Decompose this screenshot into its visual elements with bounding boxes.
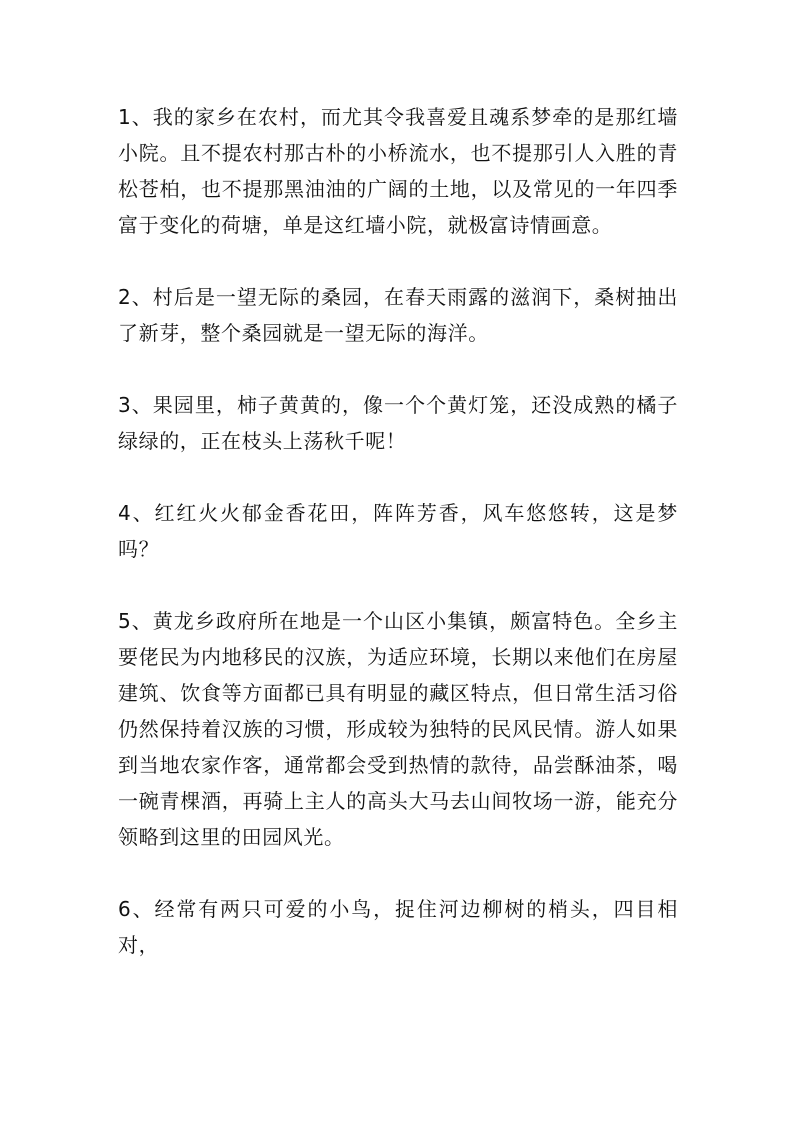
- paragraph-spacer: [118, 855, 678, 891]
- paragraph-4: 4、红红火火郁金香花田，阵阵芳香，风车悠悠转，这是梦吗？: [118, 501, 678, 561]
- paragraph-spacer: [118, 567, 678, 603]
- paragraph-spacer: [118, 351, 678, 387]
- paragraph-1: 1、我的家乡在农村，而尤其令我喜爱且魂系梦牵的是那红墙小院。且不提农村那古朴的小桥流水，也不提那引人入胜的青松苍柏，也不提那黑油油的广阔的土地，以及常见的一年四季富于变化的荷塘，单是这红墙小院，就极富诗情画意。: [118, 105, 678, 237]
- paragraph-spacer: [118, 459, 678, 495]
- paragraph-2: 2、村后是一望无际的桑园，在春天雨露的滋润下，桑树抽出了新芽，整个桑园就是一望无际的海洋。: [118, 285, 678, 345]
- paragraph-3: 3、果园里，柿子黄黄的，像一个个黄灯笼，还没成熟的橘子绿绿的，正在枝头上荡秋千呢！: [118, 393, 678, 453]
- paragraph-spacer: [118, 243, 678, 279]
- document-body: [118, 99, 678, 963]
- paragraph-6: 6、经常有两只可爱的小鸟，捉住河边柳树的梢头，四目相对，: [118, 897, 678, 957]
- paragraph-5: 5、黄龙乡政府所在地是一个山区小集镇，颇富特色。全乡主要佬民为内地移民的汉族，为适应环境，长期以来他们在房屋建筑、饮食等方面都已具有明显的藏区特点，但日常生活习俗仍然保持着汉族的习惯，形成较为独特的民风民情。游人如果到当地农家作客，通常都会受到热情的款待，品尝酥油茶，喝一碗青棵酒，再骑上主人的高头大马去山间牧场一游，能充分领略到这里的田园风光。: [118, 609, 678, 849]
